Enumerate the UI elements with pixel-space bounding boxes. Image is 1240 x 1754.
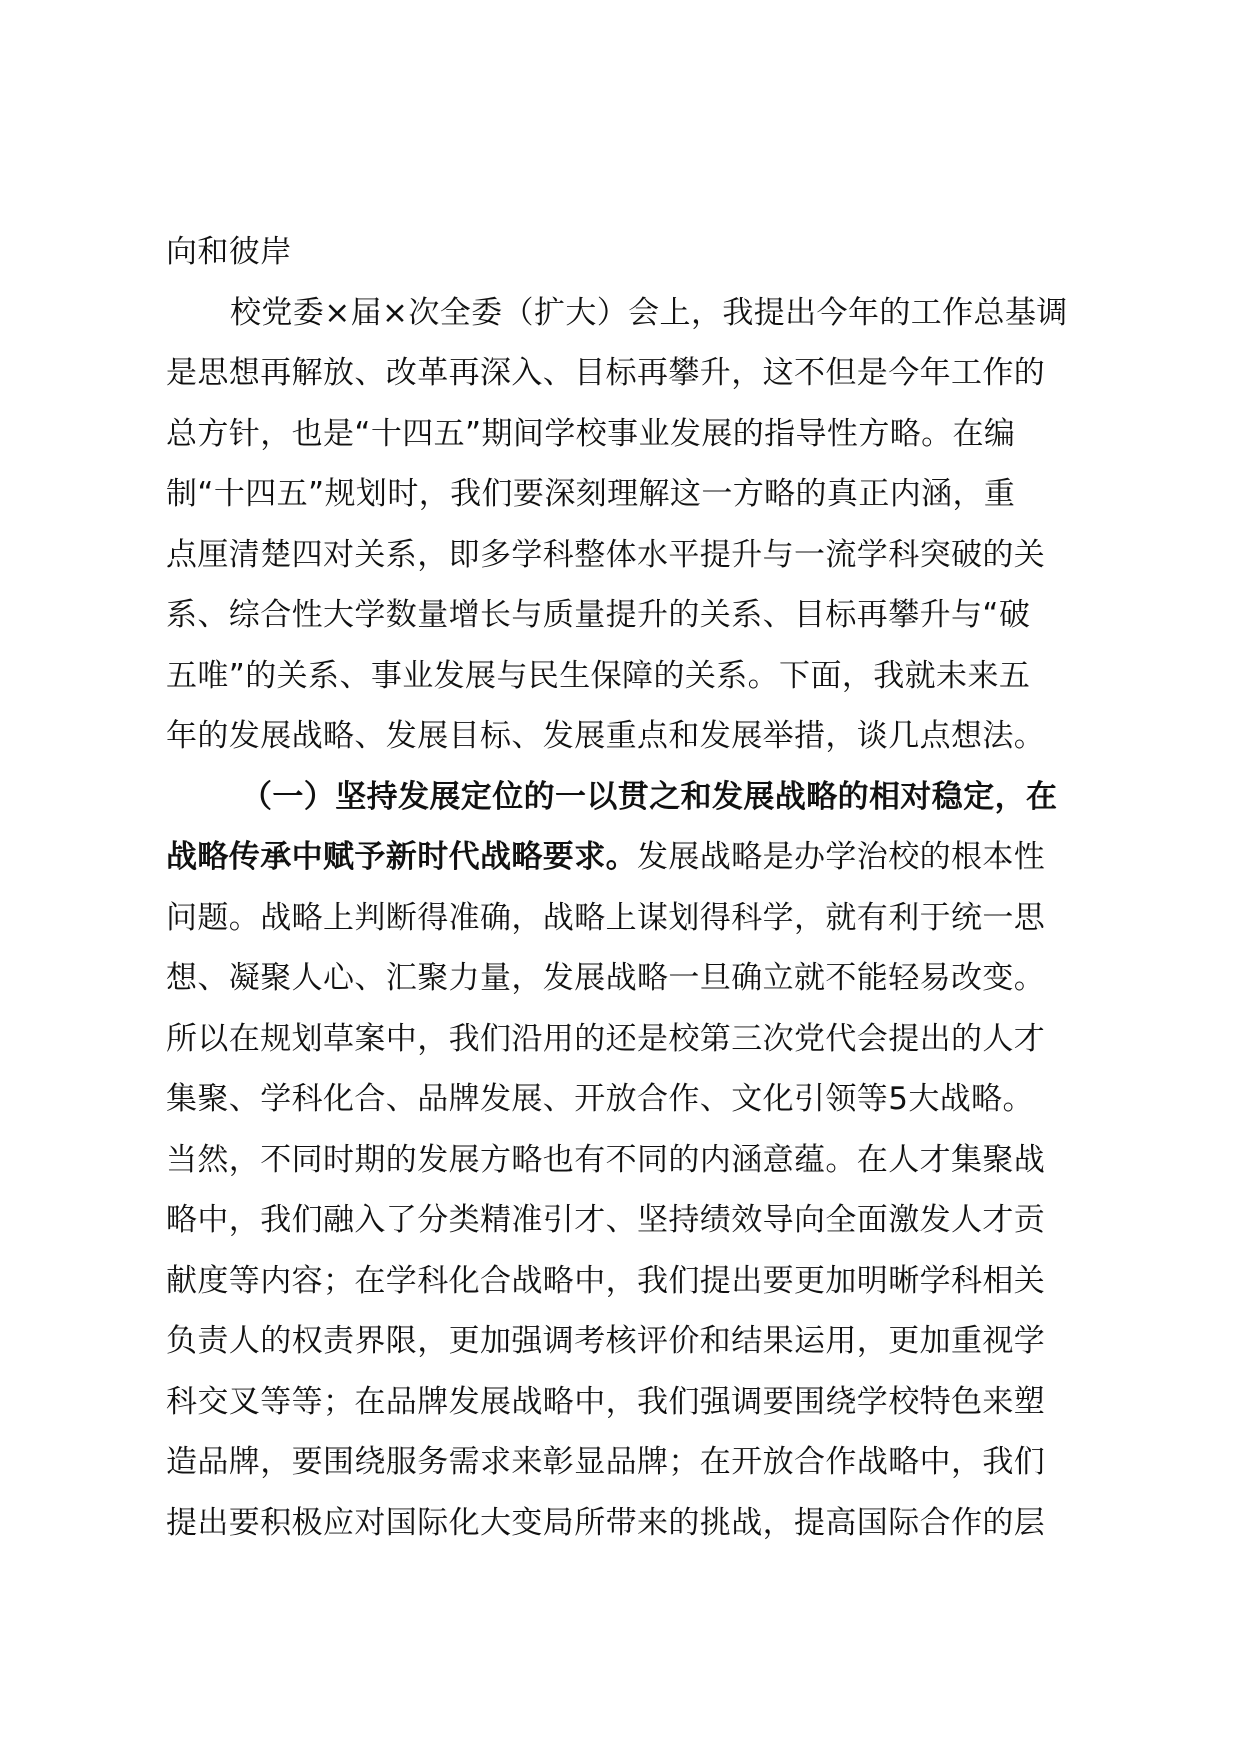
text-line: 系、综合性大学数量增长与质量提升的关系、目标再攀升与“破 [166,597,1031,633]
text-line: 所以在规划草案中，我们沿用的还是校第三次党代会提出的人才 [166,1020,1046,1057]
text-line: 问题。战略上判断得准确，战略上谋划得科学，就有利于统一思 [166,899,1046,936]
text-line: 是思想再解放、改革再深入、目标再攀升，这不但是今年工作的 [166,355,1046,391]
text-line: 负责人的权责界限，更加强调考核评价和结果运用，更加重视学 [166,1323,1046,1359]
text-line: 献度等内容；在学科化合战略中，我们提出要更加明晰学科相关 [166,1262,1046,1299]
section-heading-line [166,827,1114,888]
text-line: 造品牌，要围绕服务需求来彰显品牌；在开放合作战略中，我们 [166,1444,1046,1480]
text-line: 集聚、学科化合、品牌发展、开放合作、文化引领等5大战略。 [166,1081,1034,1117]
section-heading-text: 战略传承中赋予新时代战略要求。 [166,839,637,875]
text-line: 想、凝聚人心、汇聚力量，发展战略一旦确立就不能轻易改变。 [166,960,1046,996]
text-line: 总方针，也是“十四五”期间学校事业发展的指导性方略。在编 [166,415,1016,452]
paragraph-text: 发展战略是办学治校的根本性 [637,839,1046,875]
text-line: 当然，不同时期的发展方略也有不同的内涵意蕴。在人才集聚战 [166,1141,1046,1178]
text-line: 制“十四五”规划时，我们要深刻理解这一方略的真正内涵，重 [166,476,1016,512]
body-text [166,222,1114,1553]
text-line: 向和彼岸 [166,234,292,270]
section-heading-text: （一）坚持发展定位的一以贯之和发展战略的相对稳定，在 [241,778,1058,815]
text-line: 提出要积极应对国际化大变局所带来的挑战，提高国际合作的层 [166,1504,1046,1541]
section-heading-line [166,767,1114,828]
text-line: 点厘清楚四对关系，即多学科整体水平提升与一流学科突破的关 [166,536,1046,573]
text-line: 校党委×届×次全委（扩大）会上，我提出今年的工作总基调 [230,294,1068,331]
text-line: 年的发展战略、发展目标、发展重点和发展举措，谈几点想法。 [166,718,1046,754]
text-line: 科交叉等等；在品牌发展战略中，我们强调要围绕学校特色来塑 [166,1383,1046,1420]
text-line: 略中，我们融入了分类精准引才、坚持绩效导向全面激发人才贡 [166,1202,1046,1238]
text-line: 五唯”的关系、事业发展与民生保障的关系。下面，我就未来五 [166,657,1031,694]
